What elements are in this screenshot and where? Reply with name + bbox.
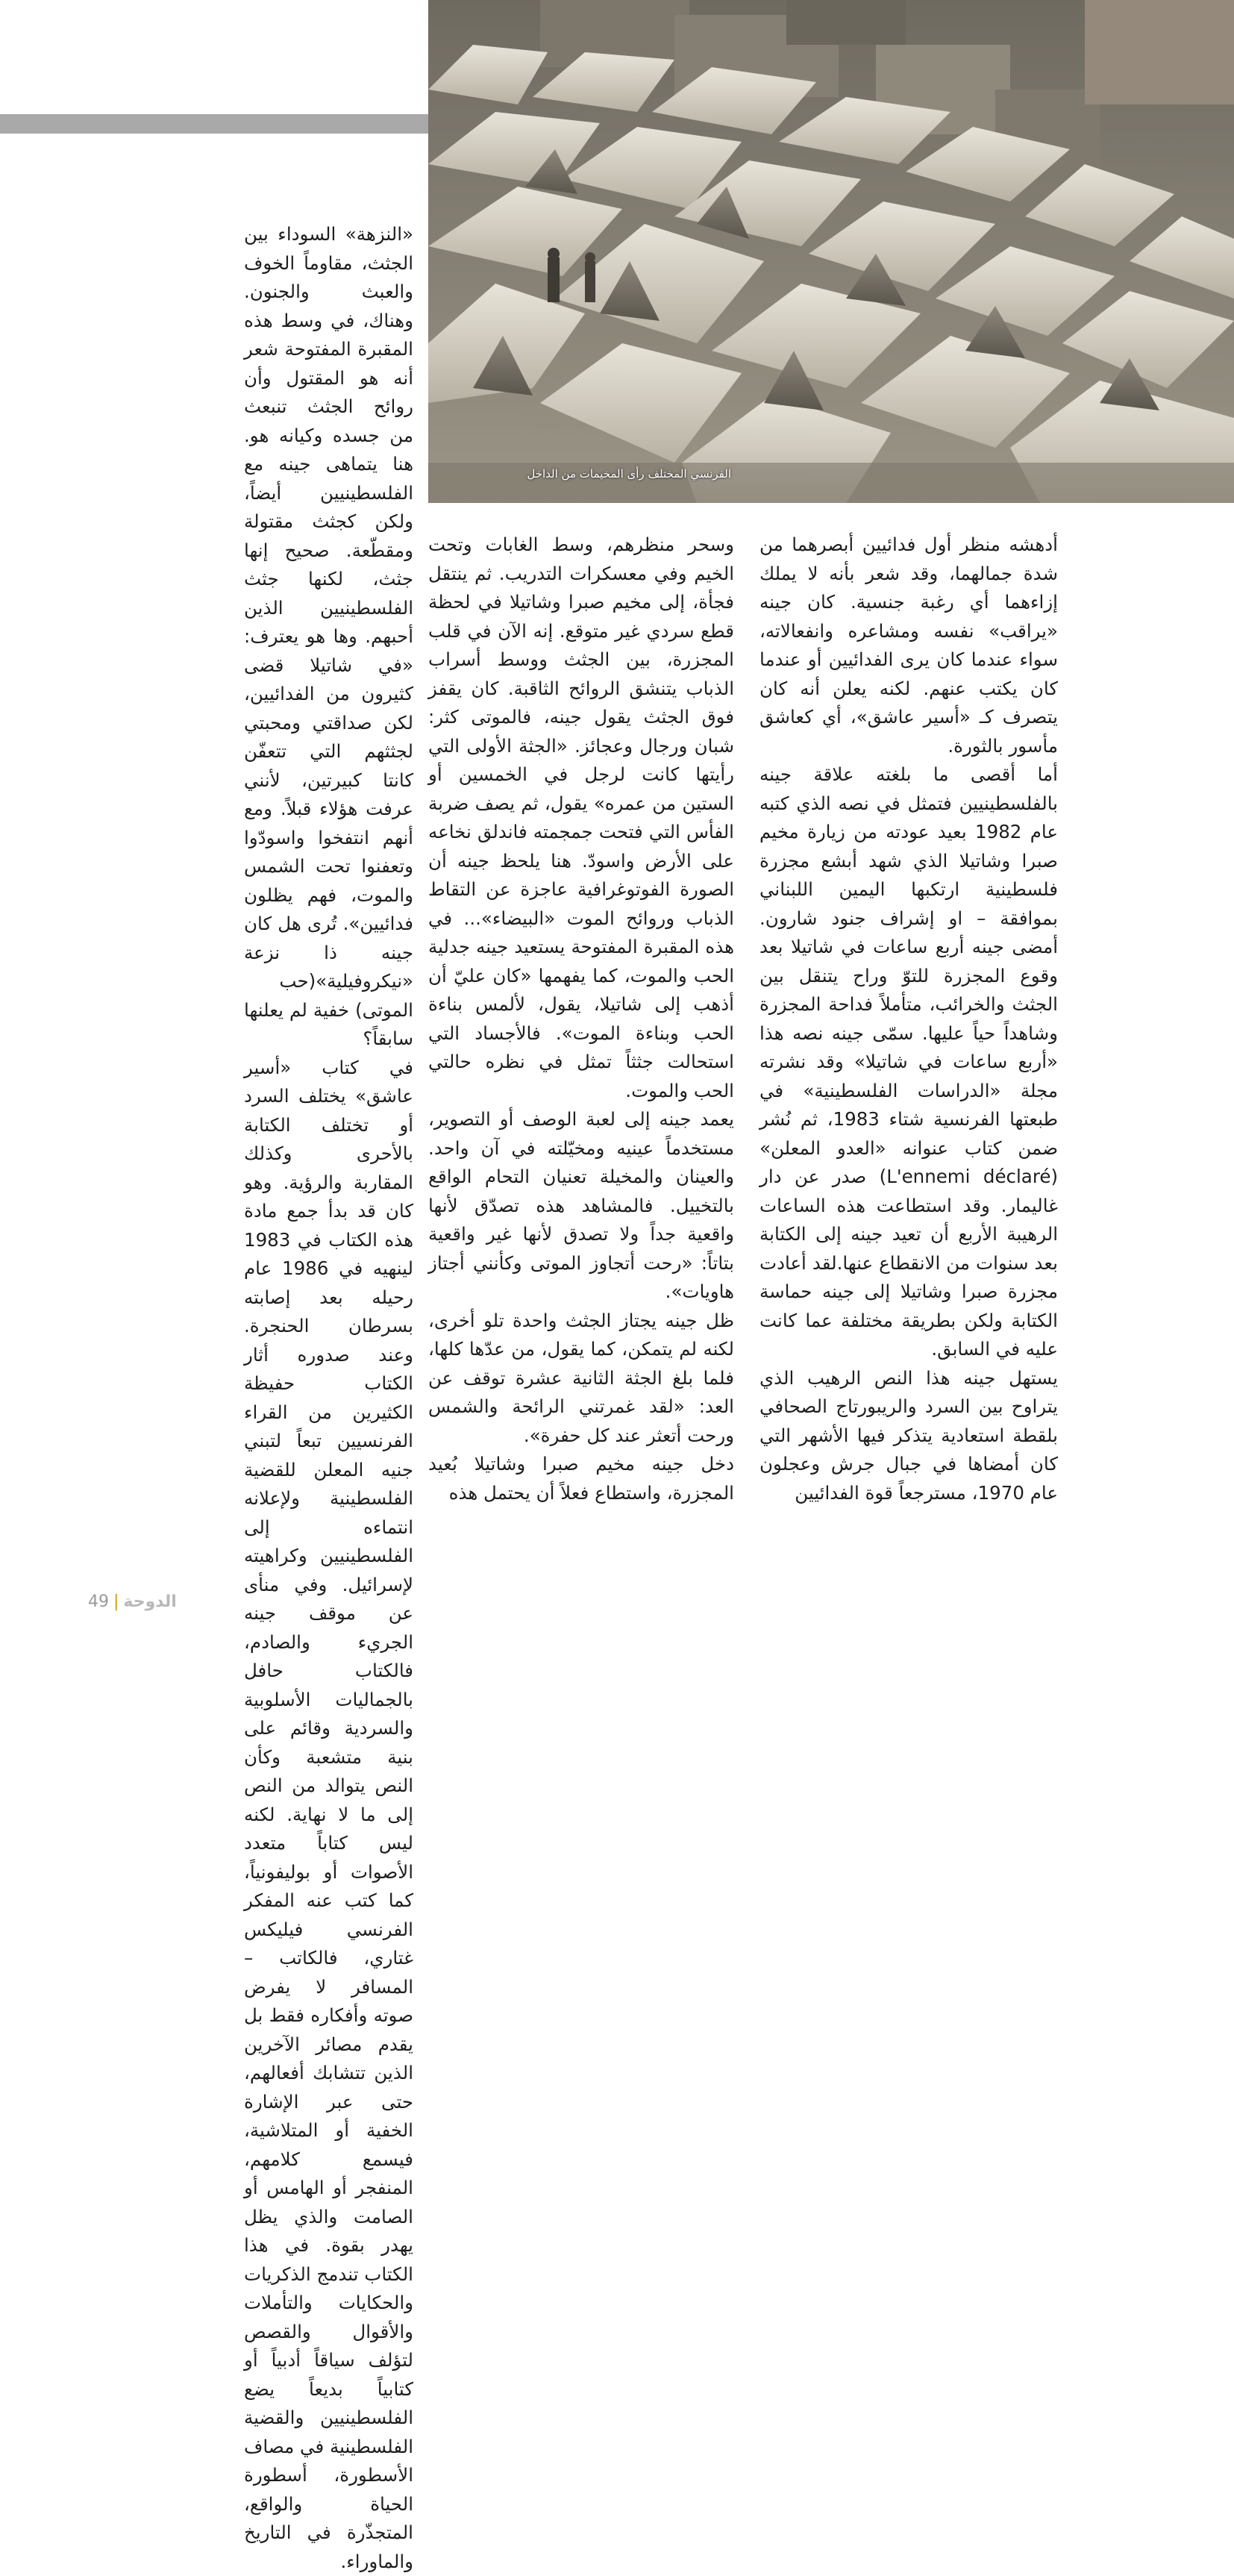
column-middle xyxy=(428,531,734,1507)
column-left-paragraph: «النزهة» السوداء بين الجثث، مقاوماً الخوف والعبث والجنون. وهناك، في وسط هذه المقبرة المفتوحة شعر أنه هو المقتول وأن روائح الجثث تنبعث من جسده وكيانه هو. هنا يتماهى جينه مع الفلسطينيين أيضاً، ولكن كجثث مقتولة ومقطّعة. صحيح إنها جثث، لكنها جثث الفلسطينيين الذين أحبهم. وها هو يعترف: «في شاتيلا قضى كثيرون من الفدائيين، لكن صداقتي ومحبتي لجثثهم التي تتعفّن كانتا كبيرتين، لأنني عرفت هؤلاء قبلاً. ومع أنهم انتفخوا واسودّوا وتعفنوا تحت الشمس والموت، فهم يظلون فدائيين». تُرى هل كان جينه ذا نزعة «نيكروفيلية»(حب الموتى) خفية لم يعلنها سابقاً؟ xyxy=(244,220,413,1054)
column-middle-paragraph: ظل جينه يجتاز الجثث واحدة تلو أخرى، لكنه لم يتمكن، كما يقول، من عدّها كلها، فلما بلغ الجثة الثانية عشرة توقف عن العد: «لقد غمرتني الرائحة والشمس ورحت أتعثر عند كل حفرة». xyxy=(428,1307,734,1451)
column-middle-paragraph: يعمد جينه إلى لعبة الوصف أو التصوير، مستخدماً عينيه ومخيّلته في آن واحد. والعينان والمخيلة تعنيان التحام الواقع بالتخييل. فالمشاهد هذه تصدّق لأنها واقعية جداً ولا تصدق لأنها غير واقعية بتاتاً: «رحت أتجاوز الموتى وكأنني أجتاز هاويات». xyxy=(428,1105,734,1307)
tents-photo-icon xyxy=(428,0,1234,503)
column-right-paragraph: أما أقصى ما بلغته علاقة جينه بالفلسطينيين فتمثل في نصه الذي كتبه عام 1982 بعيد عودته من زيارة مخيم صبرا وشاتيلا الذي شهد أبشع مجزرة فلسطينية ارتكبها اليمين اللبناني بموافقة – او إشراف جنود شارون. أمضى جينه أربع ساعات في شاتيلا بعد وقوع المجزرة للتوّ وراح يتنقل بين الجثث والخرائب، متأملاً فداحة المجزرة وشاهداً حياً عليها. سمّى جينه نصه هذا «أربع ساعات في شاتيلا» وقد نشرته مجلة «الدراسات الفلسطينية» في طبعتها الفرنسية شتاء 1983، ثم نُشر ضمن كتاب عنوانه «العدو المعلن» (L'ennemi déclaré) صدر عن دار غاليمار. وقد استطاعت هذه الساعات الرهيبة الأربع أن تعيد جينه إلى الكتابة بعد سنوات من الانقطاع عنها.لقد أعادت مجزرة صبرا وشاتيلا إلى جينه حماسة الكتابة ولكن بطريقة مختلفة عما كانت عليه في السابق. xyxy=(759,760,1058,1364)
column-middle-paragraph: وسحر منظرهم، وسط الغابات وتحت الخيم وفي معسكرات التدريب. ثم ينتقل فجأة، إلى مخيم صبرا وشاتيلا في لحظة قطع سردي غير متوقع. إنه الآن في قلب المجزرة، بين الجثث ووسط أسراب الذباب يتنشق الروائح الثاقبة. كان يقفز فوق الجثث يقول جينه، فالموتى كثر: شبان ورجال وعجائز. «الجثة الأولى التي رأيتها كانت لرجل في الخمسين أو الستين من عمره» يقول، ثم يصف ضربة الفأس التي فتحت جمجمته فاندلق نخاعه على الأرض واسودّ. هنا يلحظ جينه أن الصورة الفوتوغرافية عاجزة عن التقاط الذباب وروائح الموت «البيضاء»... في هذه المقبرة المفتوحة يستعيد جينه جدلية الحب والموت، كما يفهمها «كان عليّ أن أذهب إلى شاتيلا، يقول، لألمس بناءة الحب وبناءة الموت». فالأجساد التي استحالت جثثاً تمثل في نظره حالتي الحب والموت. xyxy=(428,531,734,1105)
magazine-name: الدوحة xyxy=(123,1592,176,1611)
refugee-camp-photo xyxy=(428,0,1234,503)
header-gray-bar xyxy=(0,114,428,134)
column-right-paragraph: يستهل جينه هذا النص الرهيب الذي يتراوح بين السرد والريبورتاج الصحافي بلقطة استعادية يتذكر فيها الأشهر التي كان أمضاها في جبال جرش وعجلون عام 1970، مسترجعاً قوة الفدائيين xyxy=(759,1364,1058,1508)
column-right xyxy=(759,531,1058,1507)
column-left xyxy=(244,220,413,2576)
page-number: 49 xyxy=(88,1592,109,1611)
column-right-paragraph: أدهشه منظر أول فدائيين أبصرهما من شدة جمالهما، وقد شعر بأنه لا يملك إزاءهما أي رغبة جنسية. كان جينه «يراقب» نفسه ومشاعره وانفعالاته، سواء عندما كان يرى الفدائيين أو عندما كان يكتب عنهم. لكنه يعلن أنه كان يتصرف كـ «أسير عاشق»، أي كعاشق مأسور بالثورة. xyxy=(759,531,1058,760)
page-footer xyxy=(88,1592,177,1611)
photo-caption: الفرنسي المختلف رأى المخيمات من الداخل xyxy=(463,467,731,481)
footer-separator: | xyxy=(113,1592,119,1611)
column-middle-paragraph: دخل جينه مخيم صبرا وشاتيلا بُعيد المجزرة، واستطاع فعلاً أن يحتمل هذه xyxy=(428,1450,734,1507)
column-left-paragraph: في كتاب «أسير عاشق» يختلف السرد أو تختلف الكتابة بالأحرى وكذلك المقاربة والرؤية. وهو كان قد بدأ جمع مادة هذه الكتاب في 1983 لينهيه في 1986 عام رحيله بعد إصابته بسرطان الحنجرة. وعند صدوره أثار الكتاب حفيظة الكثيرين من القراء الفرنسيين تبعاً لتبني جنيه المعلن للقضية الفلسطينية ولإعلانه انتماءه إلى الفلسطينيين وكراهيته لإسرائيل. وفي منأى عن موقف جينه الجريء والصادم، فالكتاب حافل بالجماليات الأسلوبية والسردية وقائم على بنية متشعبة وكأن النص يتوالد من النص إلى ما لا نهاية. لكنه ليس كتاباً متعدد الأصوات أو بوليفونياً، كما كتب عنه المفكر الفرنسي فيليكس غتاري، فالكاتب – المسافر لا يفرض صوته وأفكاره فقط بل يقدم مصائر الآخرين الذين تتشابك أفعالهم، حتى عبر الإشارة الخفية أو المتلاشية، فيسمع كلامهم، المنفجر أو الهامس أو الصامت والذي يظل يهدر بقوة. في هذا الكتاب تندمج الذكريات والحكايات والتأملات والأقوال والقصص لتؤلف سياقاً أدبياً أو كتابياً بديعاً يضع الفلسطينيين والقضية الفلسطينية في مصاف الأسطورة، أسطورة الحياة والواقع، المتجذّرة في التاريخ والماوراء. xyxy=(244,1054,413,2576)
